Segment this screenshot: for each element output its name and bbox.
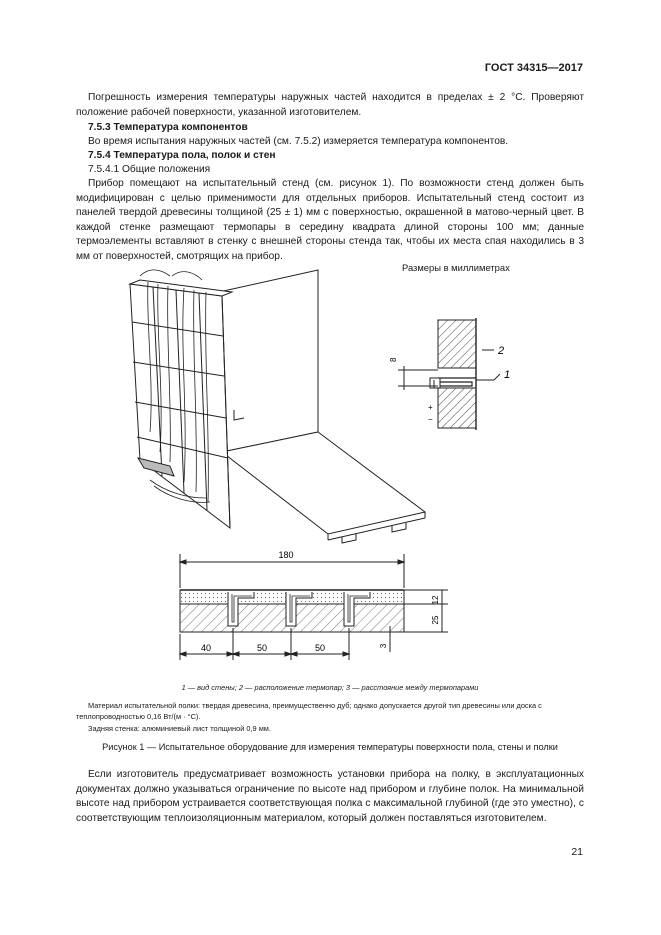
heading-7-5-3: 7.5.3 Температура компонентов [88, 122, 248, 133]
sizes-label: Размеры в миллиметрах [402, 262, 510, 273]
marker-2: 2 [498, 345, 505, 357]
heading-7-5-4: 7.5.4 Температура пола, полок и стен [88, 150, 276, 161]
test-stand-illustration [110, 262, 430, 542]
dim-8: 8 [389, 357, 398, 362]
paragraph-shelf-installation: Если изготовитель предусматривает возможность установки прибора на полку, в эксплуатационных документах должно указываться ограничение по высоте над прибором и глубине полок. На минимальной высоте над прибором устраивается соответствующая полка с максимальной глубиной (где это уместно), с соответствующим теплоизоляционным материалом, который должен поставляться изготовителем. [76, 769, 584, 824]
heading-7-5-4-1: 7.5.4.1 Общие положения [88, 164, 211, 175]
paragraph-test-stand: Прибор помещают на испытательный стенд (см. рисунок 1). По возможности стенд должен быть модифицирован с целью применимости для отдельных приборов. Испытательный стенд состоит из панелей твердой древесины толщиной (25 ± 1) мм с поверхностью, окрашенной в матово-черный цвет. В каждой стенке размещают термопары в середину квадрата длиной стороны 100 мм; данные термоэлементы вставляют в стенку с внешней стороны стенда так, чтобы их места спая находились в 3 мм от поверхностей, смотрящих на прибор. [76, 178, 584, 262]
figure-caption: Рисунок 1 — Испытательное оборудование для измерения температуры поверхности пола, стены и полки [102, 742, 558, 752]
figure-legend: 1 — вид стены; 2 — расположение термопар; 3 — расстояние между термопарами [181, 683, 479, 692]
dim-h3: 3 [379, 643, 388, 649]
thermocouple-detail [390, 318, 540, 432]
figure-note-material: Материал испытательной полки: твердая древесина, преимущественно дуб; однако допускается другой тип древесины или доска с теплопроводностью 0,16 Вт/(м · °С). [76, 701, 542, 721]
document-header: ГОСТ 34315—2017 [484, 62, 583, 74]
paragraph-accuracy: Погрешность измерения температуры наружных частей находится в пределах ± 2 °С. Проверяют положение рабочей поверхности, указанной изготовителем. [76, 92, 584, 118]
dim-h12: 12 [431, 595, 440, 605]
svg-text:+: + [428, 403, 433, 412]
dim-left: 40 [200, 643, 212, 653]
dim-mid2: 50 [314, 643, 326, 653]
paragraph-components: Во время испытания наружных частей (см. 7.5.2) измеряется температура компонентов. [88, 136, 509, 147]
svg-text:−: − [428, 415, 433, 424]
marker-1: 1 [504, 369, 511, 381]
dim-total: 180 [278, 550, 294, 560]
figure-note-back-wall: Задняя стенка: алюминиевый лист толщиной 0,9 мм. [88, 724, 271, 733]
dim-mid1: 50 [256, 643, 268, 653]
cross-section-drawing [176, 548, 466, 660]
page-number: 21 [571, 846, 583, 858]
dim-h25: 25 [431, 615, 440, 625]
